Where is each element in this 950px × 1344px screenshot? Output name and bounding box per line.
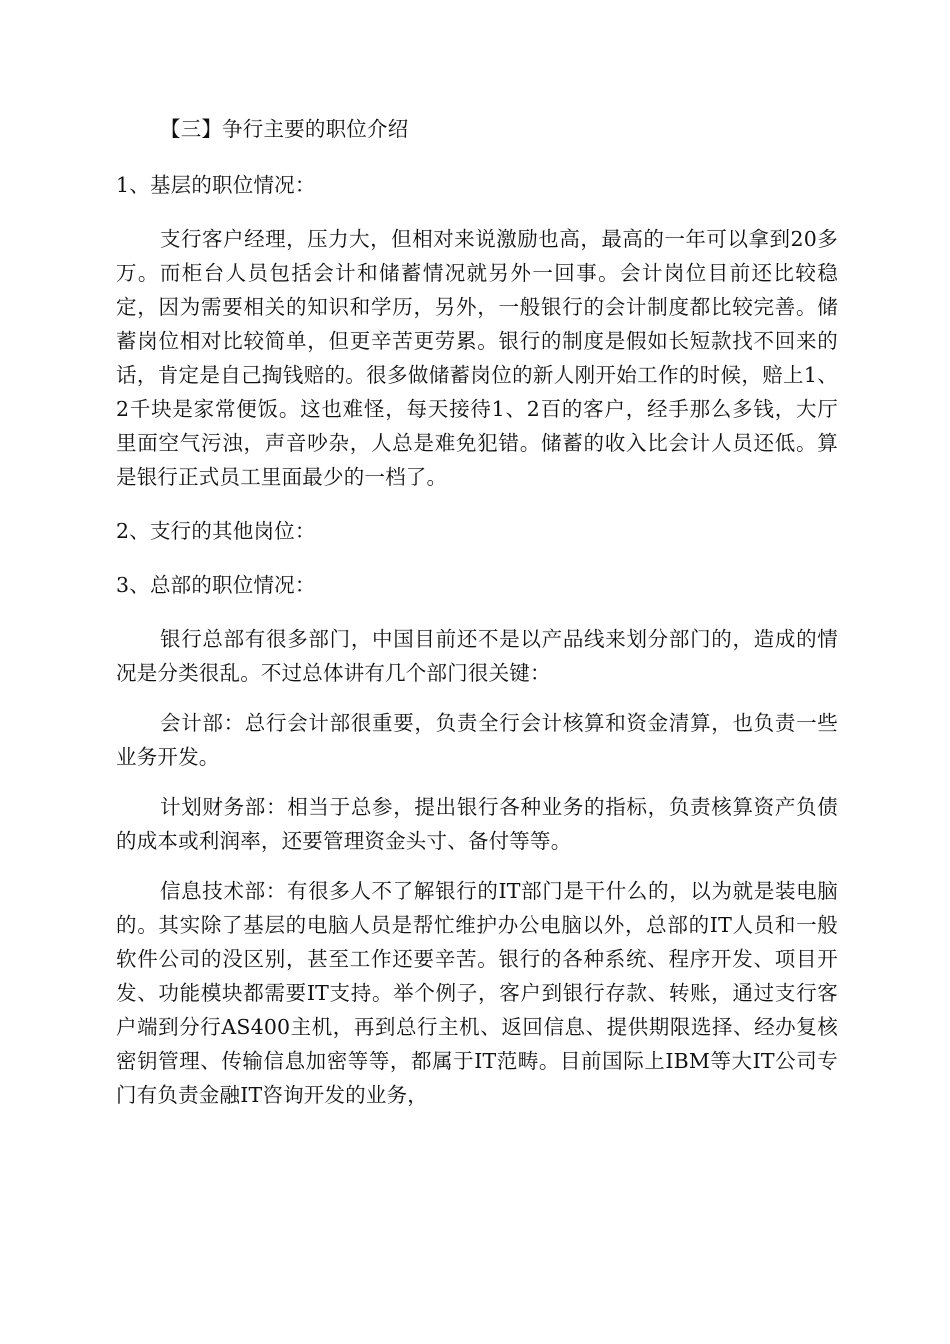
paragraph-accounting-dept: 会计部：总行会计部很重要，负责全行会计核算和资金清算，也负责一些业务开发。 [116, 711, 838, 769]
document-body [116, 112, 838, 1128]
paragraph-grassroots-positions: 支行客户经理，压力大，但相对来说激励也高，最高的一年可以拿到20多万。而柜台人员包括会计和储蓄情况就另外一回事。会计岗位目前还比较稳定，因为需要相关的知识和学历，另外，一般银行的会计制度都比较完善。储蓄岗位相对比较简单，但更辛苦更劳累。银行的制度是假如长短款找不回来的话，肯定是自己掏钱赔的。很多做储蓄岗位的新人刚开始工作的时候，赔上1、2千块是家常便饭。这也难怪，每天接待1、2百的客户，经手那么多钱，大厅里面空气污浊，声音吵杂，人总是难免犯错。储蓄的收入比会计人员还低。算是银行正式员工里面最少的一档了。 [116, 227, 838, 489]
paragraph-finance-dept: 计划财务部：相当于总参，提出银行各种业务的指标，负责核算资产负债的成本或利润率，还要管理资金头寸、备付等等。 [116, 795, 838, 853]
paragraph-it-dept: 信息技术部：有很多人不了解银行的IT部门是干什么的，以为就是装电脑的。其实除了基层的电脑人员是帮忙维护办公电脑以外，总部的IT人员和一般软件公司的没区别，甚至工作还要辛苦。银行的各种系统、程序开发、项目开发、功能模块都需要IT支持。举个例子，客户到银行存款、转账，通过支行客户端到分行AS400主机，再到总行主机、返回信息、提供期限选择、经办复核密钥管理、传输信息加密等等，都属于IT范畴。目前国际上IBM等大IT公司专门有负责金融IT咨询开发的业务， [116, 879, 838, 1107]
paragraph-headquarters-intro: 银行总部有很多部门，中国目前还不是以产品线来划分部门的，造成的情况是分类很乱。不过总体讲有几个部门很关键： [116, 627, 838, 685]
section-heading-branch-other: 2、支行的其他岗位： [116, 519, 316, 543]
section-heading-headquarters: 3、总部的职位情况： [116, 573, 316, 597]
section-heading-grassroots: 1、基层的职位情况： [116, 173, 316, 197]
page-title: 【三】争行主要的职位介绍 [160, 117, 409, 141]
